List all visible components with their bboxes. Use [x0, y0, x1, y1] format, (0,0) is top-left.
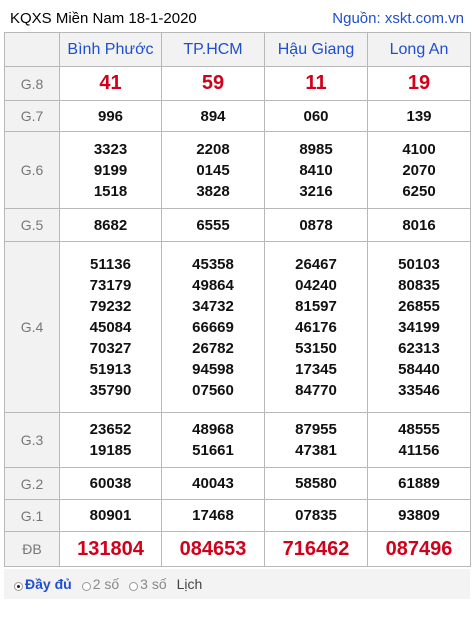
- radio-icon[interactable]: [82, 582, 91, 591]
- prize-value: 26855: [398, 297, 440, 315]
- results-title: KQXS Miền Nam 18-1-2020: [10, 9, 197, 27]
- prize-value: 51136: [90, 255, 131, 273]
- row-g7: [5, 101, 471, 132]
- prize-value: 4100: [402, 140, 436, 158]
- special-prize-value: 087496: [368, 532, 471, 567]
- prize-value: 59: [162, 67, 265, 101]
- prize-value: 26467: [295, 255, 337, 273]
- prize-value: 1518: [93, 182, 128, 200]
- source-link[interactable]: Nguồn: xskt.com.vn: [332, 9, 464, 27]
- row-g8: [5, 67, 471, 101]
- prize-value: 66669: [192, 318, 234, 336]
- province-header-row: [5, 33, 471, 67]
- prize-value: 70327: [89, 339, 132, 357]
- prize-value: 996: [60, 101, 162, 132]
- prize-value: 894: [162, 101, 265, 132]
- prize-value: 2208: [196, 140, 230, 158]
- prize-value: 60038: [60, 468, 162, 500]
- prize-label: G.7: [5, 101, 60, 132]
- row-g3: [5, 413, 471, 468]
- prize-cell: [265, 413, 368, 468]
- prize-value: 48555: [398, 421, 440, 438]
- prize-value: 87955: [295, 421, 337, 438]
- prize-value: 84770: [295, 381, 337, 399]
- row-g2: [5, 468, 471, 500]
- prize-value: 73179: [89, 276, 132, 294]
- results-table: [4, 32, 471, 567]
- prize-value: 17345: [295, 360, 337, 378]
- prize-value: 62313: [398, 339, 440, 357]
- calendar-link-label: Lịch: [176, 576, 203, 592]
- prize-cell: [162, 413, 265, 468]
- prize-value: 34732: [192, 297, 234, 315]
- prize-value: 49864: [192, 276, 234, 294]
- prize-value: 8682: [60, 209, 162, 242]
- prize-cell: [60, 132, 162, 209]
- prize-value: 58580: [265, 468, 368, 500]
- row-g4: [5, 242, 471, 413]
- prize-cell: [60, 242, 162, 413]
- prize-value: 8985: [299, 140, 333, 158]
- prize-value: 060: [265, 101, 368, 132]
- prize-cell: [265, 242, 368, 413]
- prize-value: 17468: [162, 500, 265, 532]
- prize-value: 51661: [192, 442, 234, 459]
- prize-value: 81597: [295, 297, 337, 315]
- prize-value: 80901: [60, 500, 162, 532]
- province-binh-phuoc[interactable]: Bình Phước: [60, 33, 162, 67]
- prize-value: 8410: [299, 161, 333, 179]
- prize-value: 58440: [398, 360, 440, 378]
- option-label: Đầy đủ: [25, 576, 72, 592]
- option-2-digits[interactable]: [82, 576, 119, 592]
- prize-value: 139: [368, 101, 471, 132]
- prize-value: 79232: [89, 297, 132, 315]
- prize-label: G.3: [5, 413, 60, 468]
- prize-value: 19185: [89, 442, 132, 459]
- special-prize-value: 131804: [60, 532, 162, 567]
- prize-cell: [162, 242, 265, 413]
- prize-value: 0145: [196, 161, 230, 179]
- province-long-an[interactable]: Long An: [368, 33, 471, 67]
- prize-value: 80835: [398, 276, 440, 294]
- row-g6: [5, 132, 471, 209]
- results-panel: [4, 4, 470, 599]
- calendar-link[interactable]: [177, 576, 203, 592]
- prize-value: 51913: [89, 360, 132, 378]
- prize-cell: [368, 132, 471, 209]
- prize-value: 3216: [299, 182, 333, 200]
- prize-label: G.8: [5, 67, 60, 101]
- prize-value: 45084: [89, 318, 132, 336]
- prize-cell: [162, 132, 265, 209]
- prize-label: G.5: [5, 209, 60, 242]
- special-prize-value: 084653: [162, 532, 265, 567]
- prize-label: G.6: [5, 132, 60, 209]
- prize-value: 61889: [368, 468, 471, 500]
- option-label: 2 số: [92, 576, 120, 592]
- prize-value: 07560: [192, 381, 234, 399]
- prize-value: 9199: [93, 161, 128, 179]
- prize-value: 6250: [402, 182, 436, 200]
- prize-value: 45358: [192, 255, 234, 273]
- prize-value: 19: [368, 67, 471, 101]
- prize-value: 48968: [192, 421, 234, 438]
- results-header: [4, 4, 470, 32]
- prize-value: 04240: [295, 276, 337, 294]
- prize-label: G.4: [5, 242, 60, 413]
- row-g5: [5, 209, 471, 242]
- prize-value: 94598: [192, 360, 234, 378]
- option-3-digits[interactable]: [129, 576, 166, 592]
- radio-selected-icon[interactable]: [14, 582, 23, 591]
- prize-value: 2070: [402, 161, 436, 179]
- prize-value: 34199: [398, 318, 440, 336]
- prize-value: 41: [60, 67, 162, 101]
- prize-value: 8016: [368, 209, 471, 242]
- prize-label: ĐB: [5, 532, 60, 567]
- prize-value: 23652: [89, 421, 132, 438]
- prize-value: 6555: [162, 209, 265, 242]
- prize-value: 93809: [368, 500, 471, 532]
- prize-value: 35790: [89, 381, 132, 399]
- prize-cell: [60, 413, 162, 468]
- option-full[interactable]: [14, 576, 72, 592]
- prize-value: 50103: [398, 255, 440, 273]
- prize-value: 40043: [162, 468, 265, 500]
- prize-value: 11: [265, 67, 368, 101]
- prize-value: 53150: [295, 339, 337, 357]
- special-prize-value: 716462: [265, 532, 368, 567]
- province-tphcm[interactable]: TP.HCM: [162, 33, 265, 67]
- prize-value: 41156: [398, 442, 440, 459]
- prize-value: 47381: [295, 442, 337, 459]
- radio-icon[interactable]: [129, 582, 138, 591]
- prize-value: 33546: [398, 381, 440, 399]
- province-hau-giang[interactable]: Hậu Giang: [265, 33, 368, 67]
- prize-value: 3828: [196, 182, 230, 200]
- prize-cell: [265, 132, 368, 209]
- prize-value: 26782: [192, 339, 234, 357]
- prize-value: 07835: [265, 500, 368, 532]
- prize-value: 46176: [295, 318, 337, 336]
- prize-value: 0878: [265, 209, 368, 242]
- prize-cell: [368, 242, 471, 413]
- row-special: [5, 532, 471, 567]
- prize-value: 3323: [93, 140, 128, 158]
- prize-label: G.1: [5, 500, 60, 532]
- display-options-bar: [4, 569, 470, 599]
- prize-cell: [368, 413, 471, 468]
- option-label: 3 số: [140, 576, 167, 592]
- prize-label: G.2: [5, 468, 60, 500]
- corner-cell: [5, 33, 60, 67]
- row-g1: [5, 500, 471, 532]
